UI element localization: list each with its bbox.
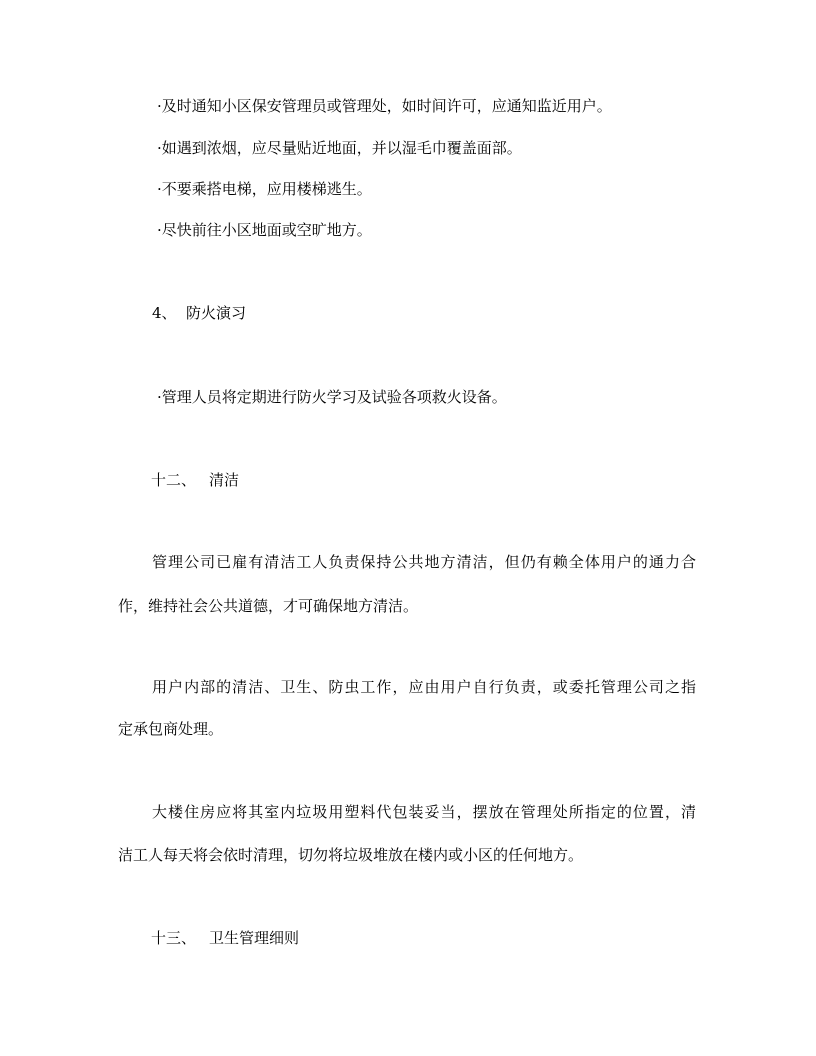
- paragraph-line: 用户内部的清洁、卫生、防虫工作，应由用户自行负责，或委托管理公司之指: [151, 678, 696, 696]
- section-4-title: 防火演习: [186, 304, 247, 322]
- section-13-number: 十三、: [151, 929, 197, 947]
- section-12-title: 清洁: [209, 471, 240, 489]
- paragraph-line: 洁工人每天将会依时清理，切勿将垃圾堆放在楼内或小区的任何地方。: [118, 846, 584, 864]
- bullet-item: ·管理人员将定期进行防火学习及试验各项救火设备。: [157, 388, 507, 406]
- section-4-number: 4、: [152, 304, 177, 322]
- bullet-item: ·及时通知小区保安管理员或管理处，如时间许可，应通知监近用户。: [157, 97, 612, 115]
- bullet-item: ·尽快前往小区地面或空旷地方。: [157, 221, 372, 239]
- paragraph-line: 作，维持社会公共道德，才可确保地方清洁。: [118, 597, 419, 615]
- bullet-item: ·如遇到浓烟，应尽量贴近地面，并以湿毛巾覆盖面部。: [157, 139, 522, 157]
- paragraph-line: 定承包商处理。: [118, 720, 224, 738]
- section-13-title: 卫生管理细则: [209, 929, 300, 947]
- section-12-number: 十二、: [151, 471, 197, 489]
- paragraph-line: 大楼住房应将其室内垃圾用塑料代包装妥当，摆放在管理处所指定的位置，清: [151, 803, 696, 821]
- bullet-item: ·不要乘搭电梯，应用楼梯逃生。: [157, 180, 372, 198]
- paragraph-line: 管理公司已雇有清洁工人负责保持公共地方清洁，但仍有赖全体用户的通力合: [151, 553, 696, 571]
